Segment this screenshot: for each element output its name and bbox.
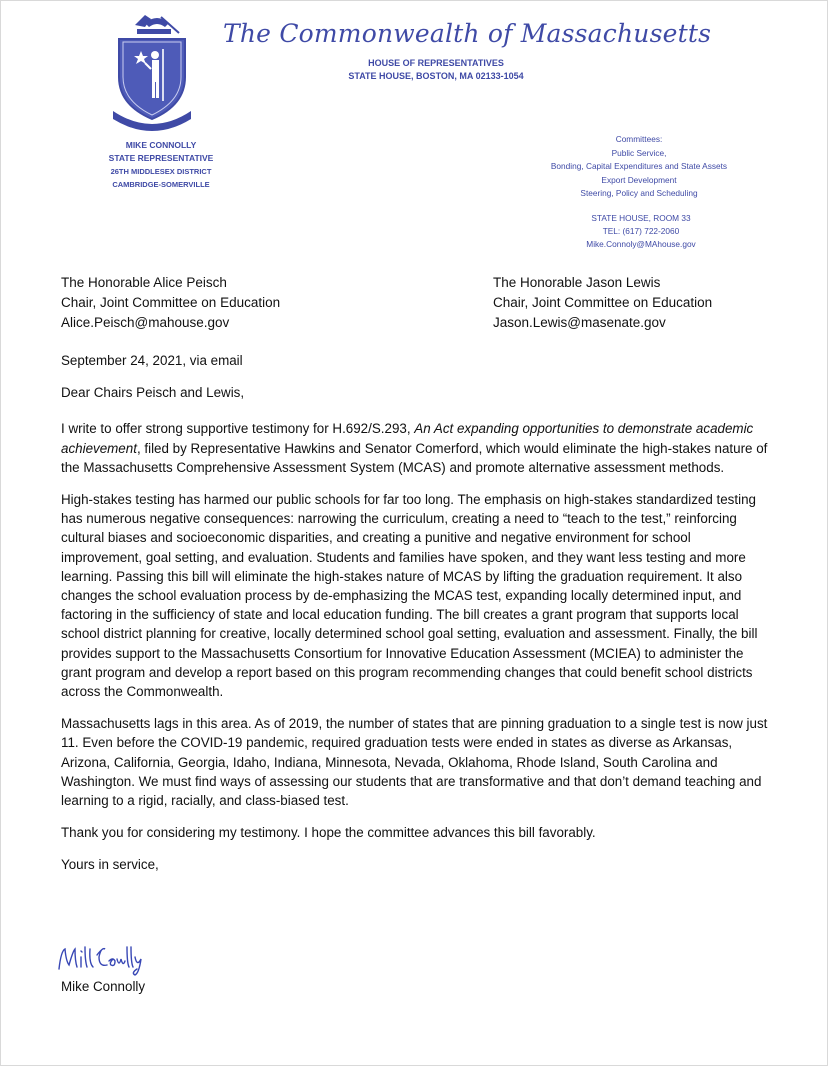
office-room: STATE HOUSE, ROOM 33 (591, 213, 691, 223)
closing: Yours in service, (61, 857, 159, 873)
recipient-name: The Honorable Jason Lewis (493, 275, 661, 290)
office-email: Mike.Connoly@MAhouse.gov (586, 239, 696, 249)
signature-icon (57, 943, 157, 977)
committee-item: Steering, Policy and Scheduling (580, 188, 698, 199)
rep-area: CAMBRIDGE-SOMERVILLE (112, 180, 210, 189)
recipient-name: The Honorable Alice Peisch (61, 275, 227, 290)
bill-title: An Act expanding opportunities to demonstrate academic achievement (61, 421, 754, 456)
paragraph-2: High-stakes testing has harmed our public schools for far too long. The emphasis on high-stakes standardized testing has numerous negative consequences: narrowing the curriculum, creating a need to “teach to the test,” reinforcing cultural biases and socioeconomic disparities, and creating a punitive and negative environment for school improvement, goal setting, and evaluation. Students and families have spoken, and they want less testing and more learning. Passing this bill will eliminate the high-stakes nature of MCAS by lifting the graduation requirement. It also changes the school evaluation process by de-emphasizing the MCAS test, expanding locally determined input, and factoring in the sufficiency of state and local education funding. The bill creates a grant program that supports local school district planning for creative, locally determined school goal setting, evaluation and assessment. Finally, the bill provides support to the Massachusetts Consortium for Innovative Education Assessment (MCIEA) to administer the grant program and develop a report based on this program recommending changes that could benefit school districts across the Commonwealth. (61, 492, 758, 700)
house-name: HOUSE OF REPRESENTATIVES (368, 58, 504, 68)
representative-block (61, 139, 261, 191)
committees-heading: Committees: (615, 134, 663, 144)
committee-item: Bonding, Capital Expenditures and State Assets (550, 161, 728, 172)
salutation: Dear Chairs Peisch and Lewis, (61, 385, 245, 401)
paragraph-1-start: I write to offer strong supportive testimony for H.692/S.293, (61, 421, 415, 437)
house-block (291, 57, 581, 83)
rep-name: MIKE CONNOLLY (125, 140, 197, 150)
recipient-email: Alice.Peisch@mahouse.gov (61, 315, 230, 330)
recipient-left (61, 273, 280, 333)
paragraph-3: Massachusetts lags in this area. As of 2019, the number of states that are pinning graduation to a single test is now just 11. Even before the COVID-19 pandemic, required graduation tests were ended in states as diverse as Arkansas, Arizona, California, Georgia, Idaho, Indiana, Minnesota, Nevada, Oklahoma, Rhode Island, South Carolina and Washington. We must find ways of assessing our students that are transformative and that don’t demand teaching and learning to a rigid, racially, and class-biased test. (61, 716, 768, 809)
rep-title: STATE REPRESENTATIVE (108, 153, 214, 163)
recipient-right (493, 273, 712, 333)
recipient-email: Jason.Lewis@masenate.gov (493, 315, 666, 330)
paragraph-1-end: , filed by Representative Hawkins and Senator Comerford, which would eliminate the high-stakes nature of the Massachusetts Comprehensive Assessment System (MCAS) and promote alternative assessment methods. (61, 440, 768, 475)
house-address: STATE HOUSE, BOSTON, MA 02133-1054 (348, 71, 524, 81)
paragraph-1 (61, 419, 773, 477)
signer-name: Mike Connolly (61, 979, 146, 994)
recipient-title: Chair, Joint Committee on Education (61, 295, 281, 310)
letter-body (61, 351, 773, 875)
paragraph-4: Thank you for considering my testimony. I hope the committee advances this bill favorably. (61, 825, 596, 841)
letterhead-title: The Commonwealth of Massachusetts (223, 19, 712, 48)
letter-date: September 24, 2021, via email (61, 353, 243, 368)
office-block (541, 212, 741, 251)
massachusetts-seal-icon (105, 11, 199, 131)
committees-block (501, 133, 777, 201)
committee-item: Public Service, (611, 147, 667, 158)
rep-district: 26TH MIDDLESEX DISTRICT (110, 167, 212, 176)
committee-item: Export Development (601, 174, 677, 185)
office-tel: TEL: (617) 722-2060 (602, 226, 680, 236)
recipient-title: Chair, Joint Committee on Education (493, 295, 713, 310)
